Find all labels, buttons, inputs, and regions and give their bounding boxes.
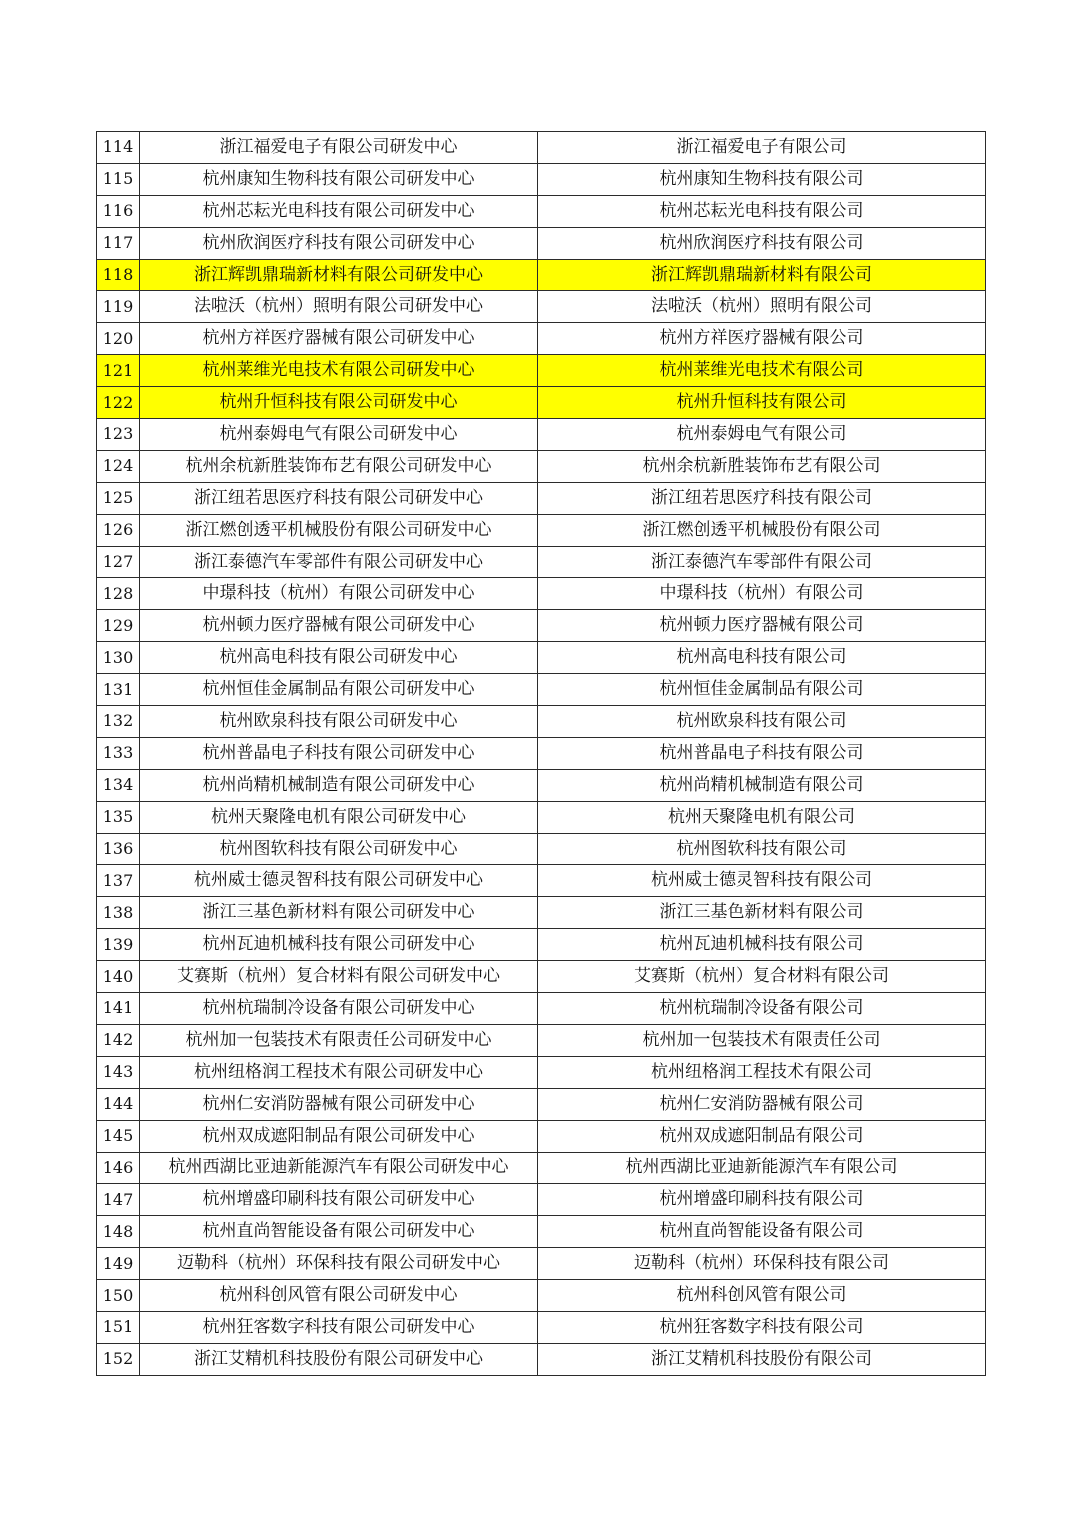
company-name: 浙江泰德汽车零部件有限公司 [538,546,986,578]
company-name: 浙江燃创透平机械股份有限公司 [538,514,986,546]
rd-center-name: 杭州普晶电子科技有限公司研发中心 [140,737,538,769]
rd-center-name: 杭州高电科技有限公司研发中心 [140,642,538,674]
table-row [97,1184,986,1216]
company-name: 杭州康知生物科技有限公司 [538,163,986,195]
table-row [97,833,986,865]
rd-center-name: 迈勒科（杭州）环保科技有限公司研发中心 [140,1248,538,1280]
company-name: 浙江纽若思医疗科技有限公司 [538,482,986,514]
company-name: 杭州普晶电子科技有限公司 [538,737,986,769]
table-row [97,961,986,993]
company-name: 杭州欣润医疗科技有限公司 [538,227,986,259]
company-name: 杭州方祥医疗器械有限公司 [538,323,986,355]
table-row [97,769,986,801]
row-number: 150 [97,1280,140,1312]
rd-center-name: 浙江纽若思医疗科技有限公司研发中心 [140,482,538,514]
company-name: 杭州芯耘光电科技有限公司 [538,195,986,227]
row-number: 125 [97,482,140,514]
rd-center-name: 杭州杭瑞制冷设备有限公司研发中心 [140,993,538,1025]
company-name: 杭州双成遮阳制品有限公司 [538,1120,986,1152]
row-number: 138 [97,897,140,929]
company-name: 浙江三基色新材料有限公司 [538,897,986,929]
row-number: 126 [97,514,140,546]
row-number: 141 [97,993,140,1025]
table-row [97,482,986,514]
table-row [97,419,986,451]
table-row [97,291,986,323]
table-row [97,1088,986,1120]
rd-center-name: 杭州余杭新胜装饰布艺有限公司研发中心 [140,450,538,482]
table-row [97,897,986,929]
table-row [97,1024,986,1056]
rd-center-name: 杭州尚精机械制造有限公司研发中心 [140,769,538,801]
rd-center-name: 杭州升恒科技有限公司研发中心 [140,387,538,419]
row-number: 132 [97,706,140,738]
row-number: 129 [97,610,140,642]
table-row [97,387,986,419]
rd-center-name: 杭州直尚智能设备有限公司研发中心 [140,1216,538,1248]
table-row [97,929,986,961]
rd-center-name: 杭州增盛印刷科技有限公司研发中心 [140,1184,538,1216]
table-row [97,642,986,674]
row-number: 149 [97,1248,140,1280]
company-name: 浙江艾精机科技股份有限公司 [538,1343,986,1375]
company-name: 杭州图软科技有限公司 [538,833,986,865]
table-row [97,1343,986,1375]
rd-center-name: 中璟科技（杭州）有限公司研发中心 [140,578,538,610]
row-number: 142 [97,1024,140,1056]
table-row [97,1248,986,1280]
table-row [97,1056,986,1088]
table-row [97,227,986,259]
rd-center-name: 浙江艾精机科技股份有限公司研发中心 [140,1343,538,1375]
company-name: 杭州莱维光电技术有限公司 [538,355,986,387]
row-number: 145 [97,1120,140,1152]
company-name: 杭州狂客数字科技有限公司 [538,1311,986,1343]
company-name: 杭州余杭新胜装饰布艺有限公司 [538,450,986,482]
rd-center-name: 杭州顿力医疗器械有限公司研发中心 [140,610,538,642]
rd-center-name: 杭州狂客数字科技有限公司研发中心 [140,1311,538,1343]
table-row [97,865,986,897]
table-row [97,259,986,291]
row-number: 144 [97,1088,140,1120]
company-name: 杭州直尚智能设备有限公司 [538,1216,986,1248]
table-row [97,546,986,578]
rd-center-name: 艾赛斯（杭州）复合材料有限公司研发中心 [140,961,538,993]
company-name: 法啦沃（杭州）照明有限公司 [538,291,986,323]
rd-center-name: 杭州仁安消防器械有限公司研发中心 [140,1088,538,1120]
rd-center-name: 杭州芯耘光电科技有限公司研发中心 [140,195,538,227]
rd-center-name: 杭州纽格润工程技术有限公司研发中心 [140,1056,538,1088]
company-name: 迈勒科（杭州）环保科技有限公司 [538,1248,986,1280]
row-number: 148 [97,1216,140,1248]
row-number: 147 [97,1184,140,1216]
row-number: 118 [97,259,140,291]
rd-center-name: 杭州双成遮阳制品有限公司研发中心 [140,1120,538,1152]
company-name: 杭州纽格润工程技术有限公司 [538,1056,986,1088]
row-number: 122 [97,387,140,419]
company-name: 杭州加一包装技术有限责任公司 [538,1024,986,1056]
company-name: 杭州泰姆电气有限公司 [538,419,986,451]
company-name: 杭州杭瑞制冷设备有限公司 [538,993,986,1025]
row-number: 146 [97,1152,140,1184]
row-number: 130 [97,642,140,674]
row-number: 136 [97,833,140,865]
row-number: 114 [97,132,140,164]
rd-center-name: 杭州图软科技有限公司研发中心 [140,833,538,865]
company-name: 浙江辉凯鼎瑞新材料有限公司 [538,259,986,291]
table-row [97,674,986,706]
rd-center-name: 浙江福爱电子有限公司研发中心 [140,132,538,164]
rd-center-name: 杭州康知生物科技有限公司研发中心 [140,163,538,195]
rd-center-name: 浙江泰德汽车零部件有限公司研发中心 [140,546,538,578]
table-row [97,1152,986,1184]
company-name: 中璟科技（杭州）有限公司 [538,578,986,610]
company-name: 杭州威士德灵智科技有限公司 [538,865,986,897]
rd-center-name: 杭州恒佳金属制品有限公司研发中心 [140,674,538,706]
company-name: 杭州增盛印刷科技有限公司 [538,1184,986,1216]
row-number: 134 [97,769,140,801]
row-number: 128 [97,578,140,610]
row-number: 143 [97,1056,140,1088]
company-name: 杭州仁安消防器械有限公司 [538,1088,986,1120]
rd-center-name: 杭州威士德灵智科技有限公司研发中心 [140,865,538,897]
table-row [97,1311,986,1343]
company-name: 杭州西湖比亚迪新能源汽车有限公司 [538,1152,986,1184]
table-row [97,610,986,642]
row-number: 133 [97,737,140,769]
company-name: 杭州顿力医疗器械有限公司 [538,610,986,642]
company-name: 杭州科创风管有限公司 [538,1280,986,1312]
rd-center-name: 杭州西湖比亚迪新能源汽车有限公司研发中心 [140,1152,538,1184]
table-row [97,1216,986,1248]
company-name: 杭州升恒科技有限公司 [538,387,986,419]
table-row [97,1280,986,1312]
table-row [97,355,986,387]
rd-center-name: 浙江辉凯鼎瑞新材料有限公司研发中心 [140,259,538,291]
row-number: 119 [97,291,140,323]
row-number: 121 [97,355,140,387]
rd-center-name: 杭州瓦迪机械科技有限公司研发中心 [140,929,538,961]
rd-center-table [96,131,986,1376]
row-number: 120 [97,323,140,355]
rd-center-name: 杭州天聚隆电机有限公司研发中心 [140,801,538,833]
row-number: 151 [97,1311,140,1343]
row-number: 131 [97,674,140,706]
table-row [97,195,986,227]
table-body [97,132,986,1376]
row-number: 139 [97,929,140,961]
rd-center-name: 杭州科创风管有限公司研发中心 [140,1280,538,1312]
company-name: 浙江福爱电子有限公司 [538,132,986,164]
table-row [97,578,986,610]
company-name: 杭州高电科技有限公司 [538,642,986,674]
rd-center-name: 浙江燃创透平机械股份有限公司研发中心 [140,514,538,546]
rd-center-name: 浙江三基色新材料有限公司研发中心 [140,897,538,929]
rd-center-name: 法啦沃（杭州）照明有限公司研发中心 [140,291,538,323]
row-number: 123 [97,419,140,451]
company-name: 杭州恒佳金属制品有限公司 [538,674,986,706]
rd-center-name: 杭州欧泉科技有限公司研发中心 [140,706,538,738]
company-name: 杭州欧泉科技有限公司 [538,706,986,738]
table-row [97,132,986,164]
rd-center-name: 杭州泰姆电气有限公司研发中心 [140,419,538,451]
row-number: 124 [97,450,140,482]
row-number: 115 [97,163,140,195]
rd-center-name: 杭州欣润医疗科技有限公司研发中心 [140,227,538,259]
table-row [97,993,986,1025]
row-number: 127 [97,546,140,578]
company-name: 杭州瓦迪机械科技有限公司 [538,929,986,961]
table-row [97,514,986,546]
row-number: 135 [97,801,140,833]
rd-center-name: 杭州加一包装技术有限责任公司研发中心 [140,1024,538,1056]
rd-center-name: 杭州方祥医疗器械有限公司研发中心 [140,323,538,355]
row-number: 140 [97,961,140,993]
company-name: 杭州尚精机械制造有限公司 [538,769,986,801]
rd-center-name: 杭州莱维光电技术有限公司研发中心 [140,355,538,387]
row-number: 152 [97,1343,140,1375]
row-number: 117 [97,227,140,259]
table-row [97,323,986,355]
table-row [97,737,986,769]
row-number: 116 [97,195,140,227]
table-row [97,450,986,482]
company-name: 杭州天聚隆电机有限公司 [538,801,986,833]
table-row [97,163,986,195]
company-name: 艾赛斯（杭州）复合材料有限公司 [538,961,986,993]
table-row [97,801,986,833]
table-row [97,1120,986,1152]
table-row [97,706,986,738]
row-number: 137 [97,865,140,897]
